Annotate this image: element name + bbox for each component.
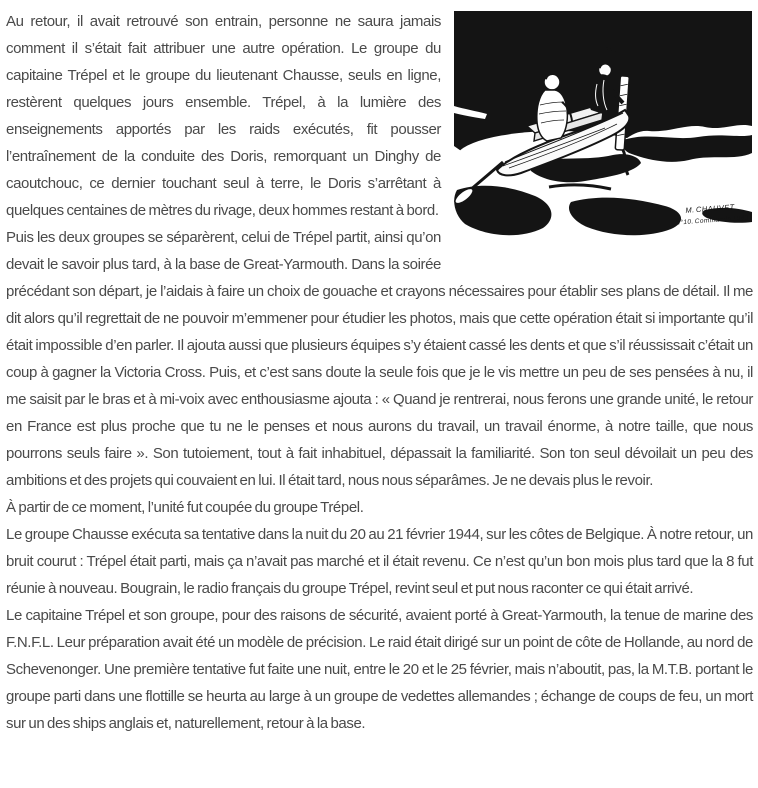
paragraph-4: Le groupe Chausse exécuta sa tentative dans la nuit du 20 au 21 février 1944, sur les côtes de Belgique. À notre retour, un bruit courut : Trépel était parti, mais ça n’avait pas marché et il était revenu. Ce n’est qu’un bon mois plus tard que la 8 fut réunie à nouveau. Bougrain, le radio français du groupe Trépel, revint seul et put nous raconter ce qui était arrivé. bbox=[6, 526, 753, 597]
paragraph-5: Le capitaine Trépel et son groupe, pour des raisons de sécurité, avaient porté à Great-Yarmouth, la tenue de marine des F.N.F.L. Leur préparation avait été un modèle de précision. Le raid était dirigé sur un point de côte de Hollande, au nord de Schevenonger. Une première tentative fut faite une nuit, entre le 20 et le 25 février, mais n’aboutit, pas, la M.T.B. portant le groupe parti dans une flottille se heurta au large à un groupe de vedettes allemandes ; échange de coups de feu, un mort sur un des ships anglais et, naturellement, retour à la base. bbox=[6, 607, 753, 732]
signature-name: M. CHAUVET bbox=[685, 202, 735, 215]
paragraph-1: Au retour, il avait retrouvé son entrain, personne ne saura jamais comment il s’était fait attribuer une autre opération. Le groupe du capitaine Trépel et le groupe du lieutenant Chausse, seuls en ligne, restèrent quelques jours ensemble. Trépel, à la lumière des enseignements apportés par les raids exécutés, fit pousser l’entraînement de la conduite des Doris, remorquant un Dinghy de caoutchouc, ce dernier touchant seul à terre, le Doris s’arrêtant à quelques centaines de mètres du rivage, deux hommes restant à bord. bbox=[6, 13, 441, 219]
boat-illustration-svg bbox=[453, 10, 753, 250]
paragraph-3: À partir de ce moment, l’unité fut coupée du groupe Trépel. bbox=[6, 499, 364, 516]
paragraph-2: Puis les deux groupes se séparèrent, celui de Trépel partit, ainsi qu’on devait le savoir plus tard, à la base de Great-Yarmouth. Dans la soirée précédant son départ, je l’aidais à faire un choix de gouache et crayons nécessaires pour établir ses plans de détail. Il me dit alors qu’il regrettait de ne pouvoir m’emmener pour étudier les photos, mais que cette opération était si importante qu’il était impossible d’en parler. Il ajouta aussi que plusieurs équipes s’y étaient cassé les dents et que s’il réussissait c’était un coup à gagner la Victoria Cross. Puis, et c’est sans doute la seule fois que je le vis mettre un peu de ses pensées à nu, il me saisit par le bras et à mi-voix avec enthousiasme ajouta : « Quand je rentrerai, nous ferons une grande unité, le retour en France est plus proche que tu ne le penses et nous aurons du travail, un travail énorme, à notre taille, que nous pourrons seuls faire ». Son tutoiement, tout à fait inhabituel, dépassait la familiarité. Son ton seul dévoilait un peu des ambitions et des projets qui couvaient en lui. Il était tard, nous nous séparâmes. Je ne devais plus le revoir. bbox=[6, 229, 753, 489]
seated-commando-body bbox=[537, 90, 568, 141]
boat-illustration bbox=[453, 10, 753, 250]
signature-caption: N°10. Commando 1943. bbox=[675, 214, 752, 227]
